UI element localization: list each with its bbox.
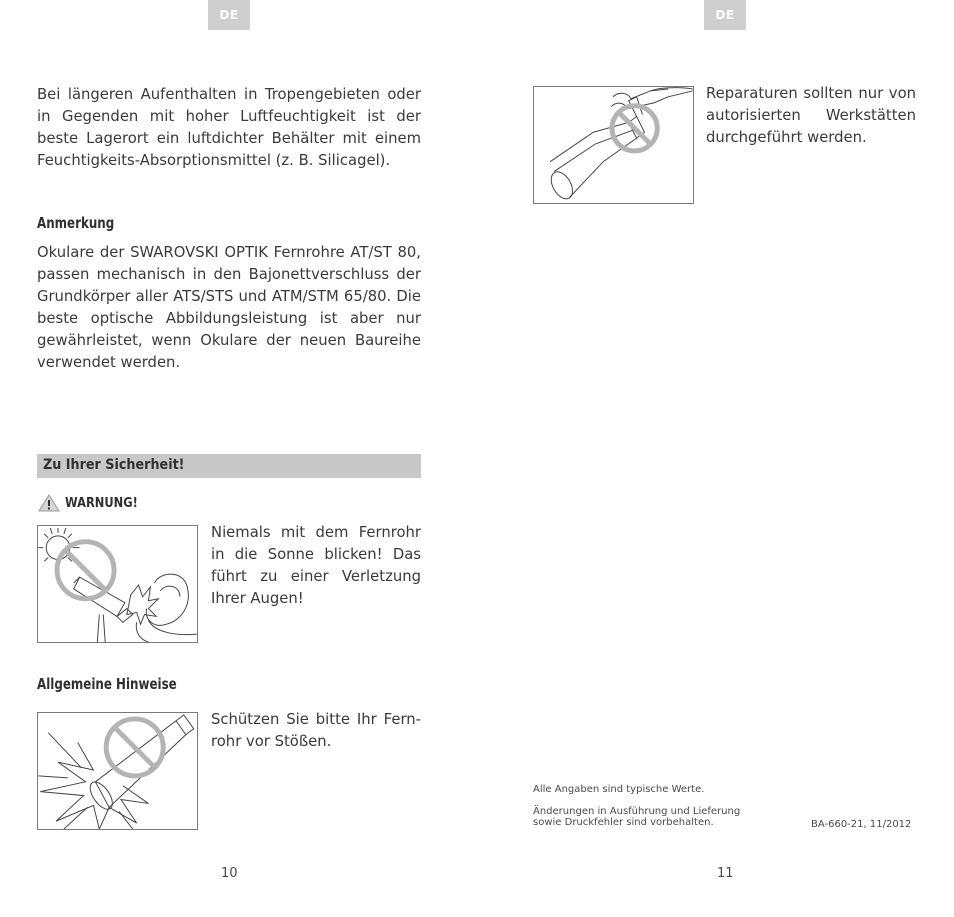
page-number-right: 11: [717, 866, 734, 881]
general-heading: Allgemeine Hinweise: [37, 675, 177, 693]
telescope-impact-illustration: [38, 713, 197, 829]
sun-telescope-illustration: [38, 526, 197, 642]
warning-triangle-icon: [37, 493, 61, 513]
warning-label: WARNUNG!: [65, 495, 138, 511]
note-paragraph: Okulare der SWAROVSKI OPTIK Fernrohre AT/ST 80, passen mechanisch in den Bajonettverschluss der Grundkörper aller ATS/STS und ATM/STM 65/80. Die beste optische Abbildungsleistung ist aber nur gewährleistet, wenn Okulare der neuen Baureihe verwendet werden.: [37, 244, 421, 371]
repair-figure: [533, 86, 694, 204]
shock-warning-figure: [37, 712, 198, 830]
footnote-changes: Änderungen in Ausführung und Lieferung sowie Druckfehler sind vorbehalten.: [533, 806, 741, 828]
repair-text: Reparaturen sollten nur von autorisierten Werkstätten durchgeführt werden.: [706, 85, 916, 146]
eyepiece-hand-illustration: [534, 87, 693, 203]
warning-row: [37, 492, 148, 514]
prohibition-icon: [106, 719, 163, 776]
safety-section-bar: [37, 454, 421, 478]
page-number-left: 10: [221, 866, 238, 881]
intro-paragraph: Bei längeren Aufenthalten in Tropengebieten oder in Gegenden mit hoher Luftfeuchtigkeit ist der beste Lagerort ein luftdichter Behälter mit einem Feuchtigkeits-Absorptionsmittel (z. B. Silicagel).: [37, 86, 421, 169]
document-code: BA-660-21, 11/2012: [811, 819, 912, 830]
footnote-typical-values: Alle Angaben sind typische Werte.: [533, 784, 705, 795]
safety-heading: Zu Ihrer Sicherheit!: [43, 457, 185, 473]
sun-warning-text: Niemals mit dem Fernrohr in die Sonne blicken! Das führt zu einer Verletzung Ihrer Augen!: [211, 524, 421, 607]
note-heading: Anmerkung: [37, 214, 115, 232]
language-tab-right: DE: [704, 0, 746, 30]
shock-text: Schützen Sie bitte Ihr Fern-rohr vor Stößen.: [211, 711, 421, 750]
language-tab-left: DE: [208, 0, 250, 30]
prohibition-icon: [57, 542, 114, 599]
sun-warning-figure: [37, 525, 198, 643]
